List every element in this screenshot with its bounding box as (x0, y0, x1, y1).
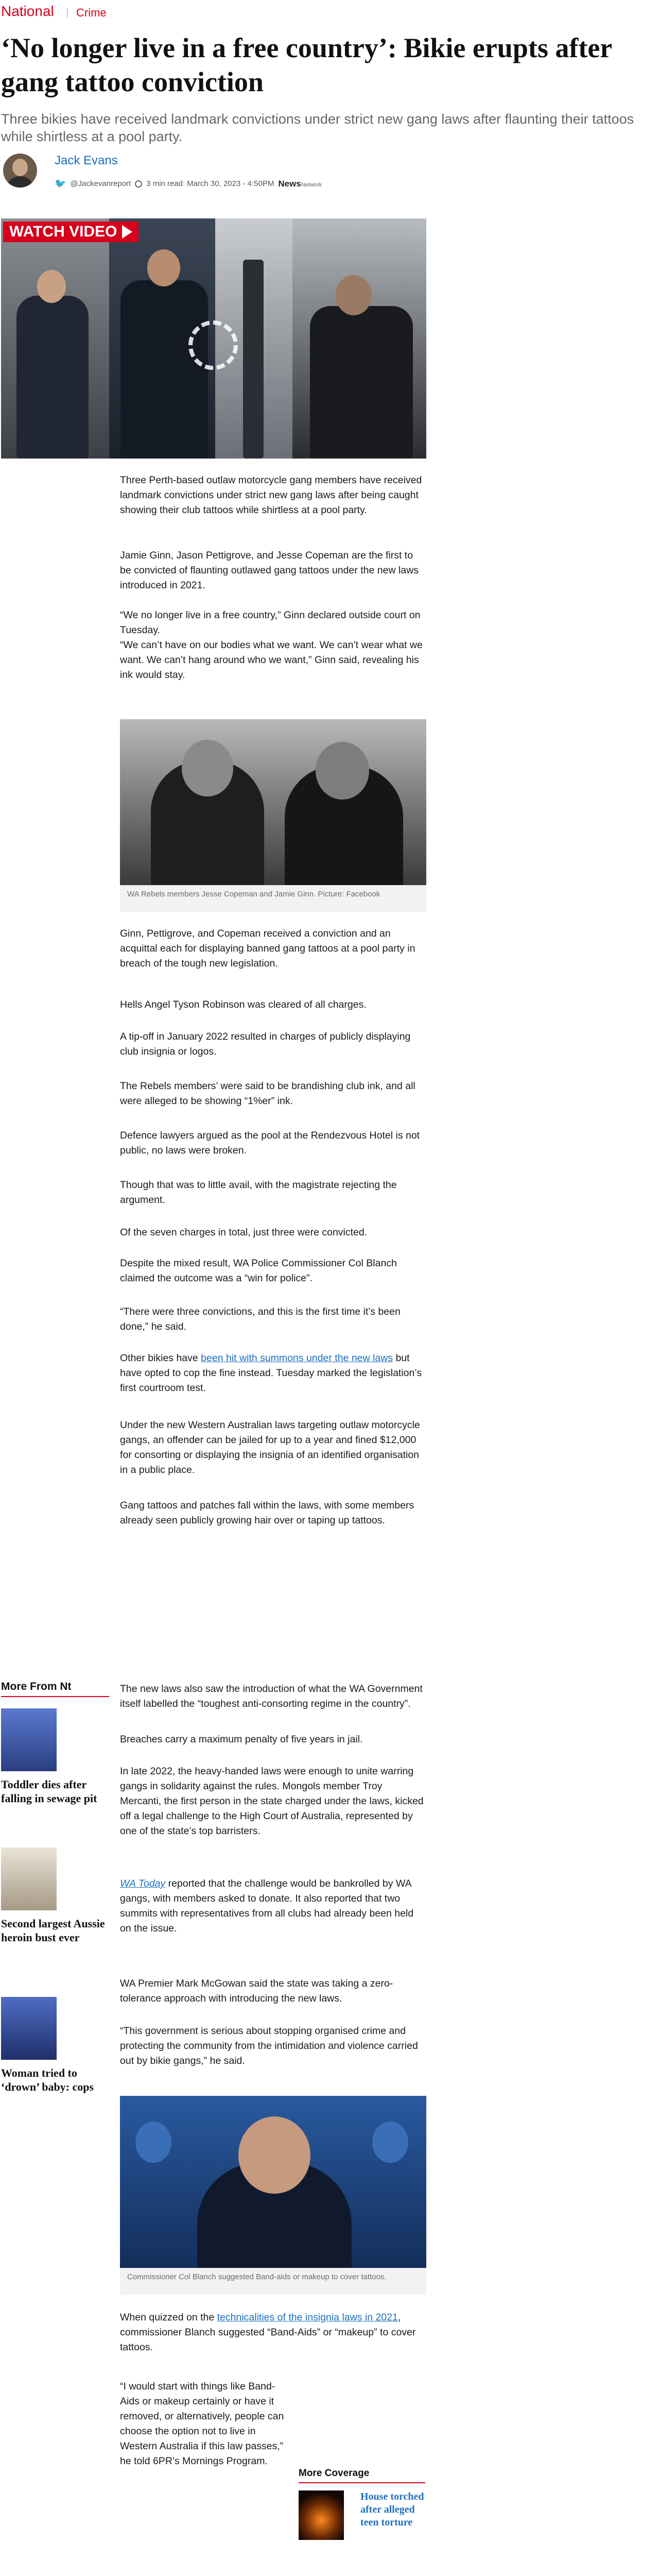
paragraph: Other bikies have been hit with summons under the new laws but have opted to cop the fine instead. Tuesday marked the legislation’s first courtroom test. (120, 1352, 422, 1394)
more-coverage-link[interactable]: House torched after alleged teen torture (360, 2491, 424, 2528)
paragraph: When quizzed on the technicalities of the insignia laws in 2021, commissioner Blanch suggested “Band-Aids” or “makeup” to cover tattoos. (120, 2312, 416, 2353)
paragraph: WA Premier Mark McGowan said the state was taking a zero-tolerance approach with introducing the new laws. (120, 1978, 393, 2004)
paragraph: Under the new Western Australian laws targeting outlaw motorcycle gangs, an offender can be jailed for up to a year and fined $12,000 for consorting or displaying the insignia of an identified organisation in a public place. (120, 1419, 420, 1476)
sidebar-thumb[interactable] (1, 1997, 57, 2060)
paragraph: A tip-off in January 2022 resulted in charges of publicly displaying club insignia or logos. (120, 1031, 411, 1057)
more-coverage-thumb[interactable] (299, 2490, 344, 2540)
paragraph: Gang tattoos and patches fall within the laws, with some members already seen publicly growing hair over or taping up tattoos. (120, 1500, 414, 1526)
paragraph: Though that was to little avail, with the magistrate rejecting the argument. (120, 1179, 397, 1206)
paragraph: Three Perth-based outlaw motorcycle gang members have received landmark convictions under strict new gang laws after being caught showing their club tattoos while shirtless at a pool party. (120, 474, 422, 516)
paragraph: Hells Angel Tyson Robinson was cleared of all charges. (120, 999, 367, 1010)
author-avatar[interactable] (3, 154, 37, 188)
play-icon (122, 225, 132, 239)
author-name-link[interactable]: Jack Evans (55, 154, 118, 167)
clock-icon (135, 180, 142, 188)
inline-link-wa-today[interactable]: WA Today (120, 1878, 166, 1889)
more-coverage-rule (299, 2482, 425, 2483)
watch-video-badge[interactable]: WATCH VIDEO (3, 222, 138, 242)
publish-date: March 30, 2023 - 4:50PM (187, 179, 274, 188)
article-title: ‘No longer live in a free country’: Bikie erupts after gang tattoo conviction (1, 32, 612, 97)
paragraph: “We no longer live in a free country,” Ginn declared outside court on Tuesday. (120, 609, 421, 636)
article-meta (55, 178, 322, 189)
paragraph: Despite the mixed result, WA Police Commissioner Col Blanch claimed the outcome was a “win for police”. (120, 1258, 397, 1284)
author-twitter-handle[interactable]: @Jackevanreport (70, 179, 131, 188)
paragraph: The new laws also saw the introduction of what the WA Government itself labelled the “toughest anti-consorting regime in the country”. (120, 1683, 423, 1709)
article-image-commissioner[interactable] (120, 2096, 426, 2268)
more-from-rule (1, 1696, 109, 1697)
paragraph: “I would start with things like Band-Aids or makeup certainly or have it removed, or alternatively, people can choose the option not to live in Western Australia if this law passes,” he told 6PR’s Mornings Program. (120, 2381, 284, 2467)
news-network-logo: NewsNetwork (278, 178, 322, 189)
loading-spinner-icon (188, 320, 238, 370)
inline-link-summons[interactable]: been hit with summons under the new laws (201, 1352, 393, 1364)
paragraph: Breaches carry a maximum penalty of five years in jail. (120, 1734, 363, 1745)
article-image-rebels-members[interactable] (120, 719, 426, 885)
paragraph: Jamie Ginn, Jason Pettigrove, and Jesse Copeman are the first to be convicted of flaunting outlawed gang tattoos under the new laws introduced in 2021. (120, 550, 419, 591)
paragraph: WA Today reported that the challenge would be bankrolled by WA gangs, with members asked to donate. It also reported that two summits with representatives from all clubs had already been held on the issue. (120, 1878, 414, 1934)
paragraph: The Rebels members’ were said to be brandishing club ink, and all were alleged to be showing “1%er” ink. (120, 1080, 415, 1107)
section-label-crime[interactable]: Crime (76, 6, 107, 19)
image-caption: Commissioner Col Blanch suggested Band-aids or makeup to cover tattoos. (120, 2268, 426, 2295)
twitter-icon[interactable]: 🐦 (55, 178, 66, 189)
paragraph: Defence lawyers argued as the pool at the Rendezvous Hotel is not public, no laws were broken. (120, 1130, 420, 1156)
paragraph: “There were three convictions, and this is the first time it’s been done,” he said. (120, 1306, 401, 1332)
article-standfirst: Three bikies have received landmark convictions under strict new gang laws after flaunting their tattoos while shirtless at a pool party. (1, 111, 634, 144)
paragraph: “This government is serious about stopping organised crime and protecting the community from the intimidation and violence carried out by bikie gangs,” he said. (120, 2025, 418, 2066)
paragraph: “We can’t have on our bodies what we want. We can’t wear what we want. We can’t hang around who we want,” Ginn said, revealing his ink would stay. (120, 639, 423, 681)
paragraph: Of the seven charges in total, just three were convicted. (120, 1227, 368, 1238)
paragraph: Ginn, Pettigrove, and Copeman received a conviction and an acquittal each for displaying banned gang tattoos at a pool party in breach of the tough new legislation. (120, 928, 415, 969)
sidebar-item-link[interactable]: Toddler dies after falling in sewage pit (1, 1778, 97, 1805)
image-caption: WA Rebels members Jesse Copeman and Jamie Ginn. Picture: Facebook (120, 885, 426, 912)
section-label-national[interactable]: National (1, 3, 54, 19)
sidebar-thumb[interactable] (1, 1848, 57, 1910)
more-from-heading: More From Nt (1, 1681, 72, 1692)
more-coverage-heading: More Coverage (299, 2468, 370, 2479)
read-time: 3 min read (146, 179, 183, 188)
sidebar-thumb[interactable] (1, 1708, 57, 1771)
sidebar-item-link[interactable]: Woman tried to ‘drown’ baby: cops (1, 2066, 94, 2093)
paragraph: In late 2022, the heavy-handed laws were enough to unite warring gangs in solidarity against the rules. Mongols member Troy Mercanti, the first person in the state charged under the laws, kicked off a legal challenge to the High Court of Australia, represented by one of the state’s top barristers. (120, 1766, 424, 1837)
sidebar-item-link[interactable]: Second largest Aussie heroin bust ever (1, 1917, 105, 1944)
inline-link-insignia-laws[interactable]: technicalities of the insignia laws in 2021 (217, 2312, 398, 2323)
